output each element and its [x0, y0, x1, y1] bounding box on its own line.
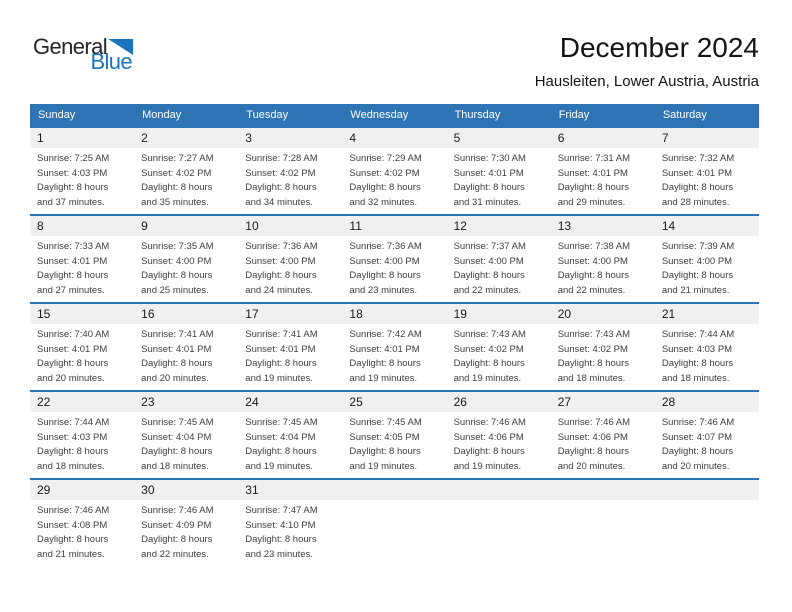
day-cell — [551, 392, 655, 478]
day-detail-sunset: Sunset: 4:07 PM — [661, 431, 733, 443]
day-number: 14 — [655, 216, 759, 236]
day-number: 10 — [238, 216, 342, 236]
day-details — [134, 236, 238, 298]
day-details — [551, 148, 655, 210]
day-detail-daylight2: and 21 minutes. — [661, 284, 730, 296]
day-cell — [655, 128, 759, 214]
day-detail-sunrise: Sunrise: 7:46 AM — [37, 505, 110, 516]
day-detail-sunset: Sunset: 4:03 PM — [37, 167, 108, 179]
day-number: 15 — [30, 304, 134, 324]
day-detail-sunset: Sunset: 4:04 PM — [245, 431, 316, 443]
day-details — [655, 148, 759, 210]
day-details — [30, 236, 134, 298]
day-detail-daylight2: and 22 minutes. — [453, 284, 522, 296]
day-number — [655, 480, 759, 500]
day-number: 11 — [342, 216, 446, 236]
day-detail-daylight1: Daylight: 8 hours — [453, 182, 525, 193]
day-cell — [238, 392, 342, 478]
day-number: 19 — [447, 304, 551, 324]
day-cell — [342, 304, 446, 390]
day-detail-daylight2: and 31 minutes. — [453, 196, 522, 208]
day-cell — [447, 216, 551, 302]
day-detail-daylight1: Daylight: 8 hours — [37, 270, 109, 281]
day-detail-daylight2: and 23 minutes. — [245, 548, 313, 560]
day-detail-sunrise: Sunrise: 7:40 AM — [37, 329, 110, 340]
day-detail-sunrise: Sunrise: 7:36 AM — [349, 241, 422, 252]
day-detail-daylight2: and 19 minutes. — [453, 372, 522, 384]
day-detail-sunrise: Sunrise: 7:41 AM — [245, 329, 318, 340]
day-detail-sunrise: Sunrise: 7:47 AM — [245, 505, 318, 516]
day-detail-daylight2: and 19 minutes. — [453, 460, 522, 472]
day-details — [238, 412, 342, 474]
day-detail-sunset: Sunset: 4:01 PM — [349, 343, 420, 355]
day-detail-daylight1: Daylight: 8 hours — [349, 182, 421, 193]
weekday-header-saturday: Saturday — [662, 109, 707, 121]
day-number: 26 — [447, 392, 551, 412]
day-detail-sunrise: Sunrise: 7:30 AM — [453, 153, 526, 164]
day-details — [134, 412, 238, 474]
day-number: 24 — [238, 392, 342, 412]
weekday-header-friday: Friday — [558, 109, 590, 121]
day-details — [134, 500, 238, 562]
day-detail-sunset: Sunset: 4:01 PM — [141, 343, 212, 355]
day-cell — [551, 304, 655, 390]
day-detail-sunrise: Sunrise: 7:27 AM — [141, 153, 214, 164]
day-detail-sunrise: Sunrise: 7:35 AM — [141, 241, 214, 252]
weekday-header-thursday: Thursday — [454, 109, 501, 121]
day-cell — [655, 392, 759, 478]
day-detail-sunrise: Sunrise: 7:28 AM — [245, 153, 318, 164]
day-detail-sunrise: Sunrise: 7:43 AM — [557, 329, 631, 340]
day-detail-daylight1: Daylight: 8 hours — [557, 446, 629, 457]
day-detail-sunrise: Sunrise: 7:39 AM — [661, 241, 735, 252]
day-detail-daylight2: and 20 minutes. — [37, 372, 105, 384]
day-detail-sunset: Sunset: 4:00 PM — [557, 255, 628, 267]
day-detail-sunset: Sunset: 4:01 PM — [661, 167, 733, 179]
empty-day-cell — [447, 480, 551, 566]
day-details — [551, 236, 655, 298]
day-cell — [134, 392, 238, 478]
day-detail-daylight1: Daylight: 8 hours — [661, 182, 734, 193]
week-row — [30, 478, 759, 566]
day-number: 1 — [30, 128, 134, 148]
day-detail-sunset: Sunset: 4:01 PM — [37, 255, 108, 267]
day-detail-sunrise: Sunrise: 7:44 AM — [661, 329, 735, 340]
day-detail-sunset: Sunset: 4:05 PM — [349, 431, 420, 443]
day-detail-sunrise: Sunrise: 7:44 AM — [37, 417, 110, 428]
day-cell — [134, 128, 238, 214]
day-detail-sunrise: Sunrise: 7:42 AM — [349, 329, 422, 340]
day-details — [447, 148, 551, 210]
day-detail-sunset: Sunset: 4:00 PM — [661, 255, 733, 267]
day-number: 27 — [551, 392, 655, 412]
logo-text-general: General — [33, 34, 108, 59]
day-detail-daylight2: and 34 minutes. — [245, 196, 313, 208]
day-detail-daylight2: and 23 minutes. — [349, 284, 418, 296]
day-detail-sunrise: Sunrise: 7:37 AM — [453, 241, 526, 252]
day-detail-daylight1: Daylight: 8 hours — [141, 182, 213, 193]
day-number: 7 — [655, 128, 759, 148]
day-number: 8 — [30, 216, 134, 236]
day-detail-daylight1: Daylight: 8 hours — [453, 446, 525, 457]
day-details — [551, 324, 655, 386]
day-detail-daylight1: Daylight: 8 hours — [141, 270, 213, 281]
empty-day-cell — [551, 480, 655, 566]
day-cell — [447, 392, 551, 478]
day-detail-daylight2: and 19 minutes. — [349, 460, 418, 472]
day-detail-daylight1: Daylight: 8 hours — [245, 534, 317, 545]
weekday-header-row — [30, 104, 759, 126]
day-detail-daylight2: and 18 minutes. — [141, 460, 209, 472]
day-detail-sunset: Sunset: 4:01 PM — [37, 343, 108, 355]
day-details — [447, 412, 551, 474]
day-detail-daylight2: and 27 minutes. — [37, 284, 105, 296]
day-details — [134, 324, 238, 386]
day-detail-sunrise: Sunrise: 7:45 AM — [245, 417, 318, 428]
day-detail-daylight2: and 18 minutes. — [661, 372, 730, 384]
day-number — [447, 480, 551, 500]
day-detail-sunrise: Sunrise: 7:33 AM — [37, 241, 110, 252]
day-detail-daylight2: and 28 minutes. — [661, 196, 730, 208]
day-number: 25 — [342, 392, 446, 412]
day-detail-sunrise: Sunrise: 7:45 AM — [349, 417, 422, 428]
day-details — [342, 148, 446, 210]
day-number: 20 — [551, 304, 655, 324]
day-cell — [551, 216, 655, 302]
day-cell — [30, 392, 134, 478]
day-number: 9 — [134, 216, 238, 236]
day-details — [551, 412, 655, 474]
day-details — [447, 236, 551, 298]
day-detail-daylight2: and 25 minutes. — [141, 284, 209, 296]
day-detail-daylight2: and 20 minutes. — [661, 460, 730, 472]
day-detail-sunset: Sunset: 4:03 PM — [661, 343, 733, 355]
general-blue-logo — [33, 36, 133, 73]
day-detail-sunset: Sunset: 4:06 PM — [557, 431, 628, 443]
day-detail-sunset: Sunset: 4:00 PM — [349, 255, 420, 267]
weekday-header-monday: Monday — [142, 109, 182, 121]
day-number: 21 — [655, 304, 759, 324]
empty-day-cell — [342, 480, 446, 566]
day-detail-daylight1: Daylight: 8 hours — [37, 446, 109, 457]
day-detail-sunrise: Sunrise: 7:36 AM — [245, 241, 318, 252]
day-details — [30, 500, 134, 562]
day-cell — [342, 216, 446, 302]
weekday-header-wednesday: Wednesday — [350, 109, 409, 121]
day-number: 23 — [134, 392, 238, 412]
day-cell — [238, 304, 342, 390]
day-details — [134, 148, 238, 210]
day-details — [342, 236, 446, 298]
day-detail-daylight1: Daylight: 8 hours — [245, 270, 317, 281]
day-detail-daylight2: and 29 minutes. — [557, 196, 626, 208]
day-number — [342, 480, 446, 500]
day-detail-sunset: Sunset: 4:04 PM — [141, 431, 212, 443]
day-details — [655, 412, 759, 474]
day-detail-sunset: Sunset: 4:02 PM — [453, 343, 524, 355]
day-detail-sunset: Sunset: 4:10 PM — [245, 519, 316, 531]
day-detail-sunset: Sunset: 4:09 PM — [141, 519, 212, 531]
weekday-header-sunday: Sunday — [38, 109, 76, 121]
day-cell — [238, 128, 342, 214]
day-number — [551, 480, 655, 500]
day-cell — [551, 128, 655, 214]
day-detail-daylight1: Daylight: 8 hours — [349, 270, 421, 281]
day-detail-sunrise: Sunrise: 7:43 AM — [453, 329, 526, 340]
day-number: 2 — [134, 128, 238, 148]
day-number: 12 — [447, 216, 551, 236]
day-detail-sunset: Sunset: 4:08 PM — [37, 519, 108, 531]
day-detail-daylight1: Daylight: 8 hours — [37, 182, 109, 193]
day-detail-daylight1: Daylight: 8 hours — [37, 534, 109, 545]
day-number: 30 — [134, 480, 238, 500]
day-detail-sunset: Sunset: 4:00 PM — [453, 255, 524, 267]
day-cell — [134, 304, 238, 390]
day-details — [655, 324, 759, 386]
title-block — [535, 32, 759, 91]
day-detail-sunrise: Sunrise: 7:46 AM — [453, 417, 526, 428]
week-row — [30, 126, 759, 214]
day-detail-sunrise: Sunrise: 7:46 AM — [557, 417, 631, 428]
day-detail-daylight1: Daylight: 8 hours — [661, 270, 734, 281]
day-detail-daylight1: Daylight: 8 hours — [37, 358, 109, 369]
day-detail-daylight1: Daylight: 8 hours — [245, 182, 317, 193]
day-detail-daylight1: Daylight: 8 hours — [453, 270, 525, 281]
day-detail-sunset: Sunset: 4:02 PM — [557, 343, 628, 355]
empty-day-cell — [655, 480, 759, 566]
day-detail-daylight2: and 24 minutes. — [245, 284, 313, 296]
week-row — [30, 302, 759, 390]
day-detail-sunset: Sunset: 4:01 PM — [245, 343, 316, 355]
day-details — [655, 236, 759, 298]
day-number: 3 — [238, 128, 342, 148]
day-cell — [134, 480, 238, 566]
day-cell — [238, 480, 342, 566]
day-detail-daylight1: Daylight: 8 hours — [557, 358, 629, 369]
day-cell — [30, 304, 134, 390]
day-detail-daylight2: and 37 minutes. — [37, 196, 105, 208]
day-cell — [447, 128, 551, 214]
day-detail-daylight1: Daylight: 8 hours — [245, 358, 317, 369]
day-detail-daylight1: Daylight: 8 hours — [661, 358, 734, 369]
day-detail-sunset: Sunset: 4:06 PM — [453, 431, 524, 443]
day-detail-sunset: Sunset: 4:02 PM — [141, 167, 212, 179]
weekday-header-tuesday: Tuesday — [246, 109, 289, 121]
day-detail-sunset: Sunset: 4:00 PM — [245, 255, 316, 267]
day-detail-sunrise: Sunrise: 7:32 AM — [661, 153, 735, 164]
day-detail-sunrise: Sunrise: 7:29 AM — [349, 153, 422, 164]
day-detail-daylight2: and 19 minutes. — [245, 372, 313, 384]
day-detail-daylight2: and 32 minutes. — [349, 196, 418, 208]
day-detail-sunset: Sunset: 4:01 PM — [453, 167, 524, 179]
day-number: 18 — [342, 304, 446, 324]
day-cell — [342, 392, 446, 478]
calendar-weeks — [30, 126, 759, 566]
day-cell — [655, 216, 759, 302]
day-number: 28 — [655, 392, 759, 412]
day-detail-daylight1: Daylight: 8 hours — [141, 358, 213, 369]
day-detail-daylight1: Daylight: 8 hours — [453, 358, 525, 369]
day-cell — [342, 128, 446, 214]
day-detail-daylight2: and 22 minutes. — [141, 548, 209, 560]
day-details — [238, 236, 342, 298]
day-details — [30, 324, 134, 386]
day-detail-sunrise: Sunrise: 7:31 AM — [557, 153, 631, 164]
day-detail-sunrise: Sunrise: 7:45 AM — [141, 417, 214, 428]
day-detail-daylight2: and 20 minutes. — [557, 460, 626, 472]
day-detail-sunrise: Sunrise: 7:46 AM — [661, 417, 735, 428]
day-detail-daylight2: and 35 minutes. — [141, 196, 209, 208]
day-detail-daylight2: and 18 minutes. — [37, 460, 105, 472]
day-detail-daylight2: and 22 minutes. — [557, 284, 626, 296]
day-details — [238, 324, 342, 386]
page-title: December 2024 — [559, 32, 759, 63]
page-subtitle: Hausleiten, Lower Austria, Austria — [534, 73, 759, 90]
day-detail-sunset: Sunset: 4:02 PM — [349, 167, 420, 179]
day-details — [238, 500, 342, 562]
day-cell — [134, 216, 238, 302]
day-detail-daylight1: Daylight: 8 hours — [245, 446, 317, 457]
day-detail-sunset: Sunset: 4:03 PM — [37, 431, 108, 443]
day-detail-daylight2: and 19 minutes. — [245, 460, 313, 472]
day-details — [342, 324, 446, 386]
day-detail-daylight1: Daylight: 8 hours — [661, 446, 734, 457]
day-detail-daylight2: and 20 minutes. — [141, 372, 209, 384]
day-number: 13 — [551, 216, 655, 236]
day-detail-daylight1: Daylight: 8 hours — [349, 446, 421, 457]
day-cell — [447, 304, 551, 390]
day-detail-daylight2: and 21 minutes. — [37, 548, 105, 560]
logo-text-blue: Blue — [90, 49, 133, 74]
day-details — [30, 412, 134, 474]
week-row — [30, 390, 759, 478]
day-detail-daylight1: Daylight: 8 hours — [349, 358, 421, 369]
day-number: 29 — [30, 480, 134, 500]
day-details — [342, 412, 446, 474]
day-number: 17 — [238, 304, 342, 324]
day-cell — [30, 480, 134, 566]
day-detail-daylight1: Daylight: 8 hours — [141, 446, 213, 457]
day-detail-daylight1: Daylight: 8 hours — [141, 534, 213, 545]
day-number: 4 — [342, 128, 446, 148]
calendar — [30, 104, 759, 566]
day-number: 16 — [134, 304, 238, 324]
day-number: 31 — [238, 480, 342, 500]
day-detail-sunset: Sunset: 4:02 PM — [245, 167, 316, 179]
day-cell — [30, 128, 134, 214]
day-number: 22 — [30, 392, 134, 412]
day-detail-sunset: Sunset: 4:01 PM — [557, 167, 628, 179]
day-cell — [655, 304, 759, 390]
day-details — [30, 148, 134, 210]
day-detail-daylight2: and 19 minutes. — [349, 372, 418, 384]
day-detail-sunset: Sunset: 4:00 PM — [141, 255, 212, 267]
week-row — [30, 214, 759, 302]
day-cell — [238, 216, 342, 302]
day-detail-sunrise: Sunrise: 7:46 AM — [141, 505, 214, 516]
day-detail-daylight1: Daylight: 8 hours — [557, 182, 629, 193]
day-cell — [30, 216, 134, 302]
day-number: 6 — [551, 128, 655, 148]
day-detail-daylight1: Daylight: 8 hours — [557, 270, 629, 281]
day-detail-daylight2: and 18 minutes. — [557, 372, 626, 384]
day-detail-sunrise: Sunrise: 7:41 AM — [141, 329, 214, 340]
day-detail-sunrise: Sunrise: 7:25 AM — [37, 153, 110, 164]
day-details — [238, 148, 342, 210]
day-details — [447, 324, 551, 386]
day-detail-sunrise: Sunrise: 7:38 AM — [557, 241, 631, 252]
day-number: 5 — [447, 128, 551, 148]
